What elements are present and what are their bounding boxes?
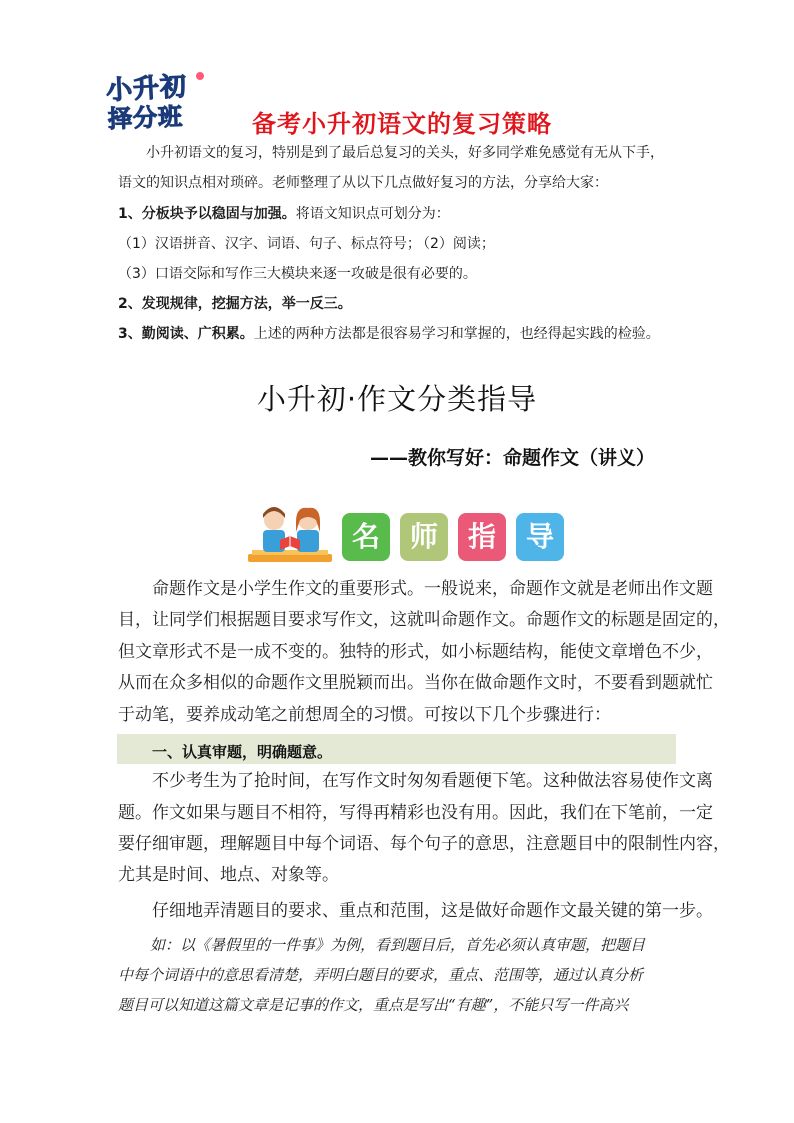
logo-line1: 小升初: [105, 71, 188, 107]
intro-point-3: [118, 327, 660, 341]
logo: [104, 66, 216, 134]
section-1-line-4: 尤其是时间、地点、对象等。: [118, 865, 339, 885]
body-line-2: 目，让同学们根据题目要求写作文，这就叫命题作文。命题作文的标题是固定的，: [118, 610, 730, 630]
badge-char-2: 师: [400, 513, 448, 561]
body-line-3: 但文章形式不是一成不变的。独特的形式，如小标题结构，能使文章增色不少，: [118, 642, 713, 662]
intro-point-2: 2、发现规律，挖掘方法，举一反三。: [118, 296, 352, 312]
intro-sub-1: （1）汉语拼音、汉字、词语、句子、标点符号；: [118, 236, 421, 252]
logo-sparkle-icon: [196, 72, 204, 80]
point-3-heading: 3、勤阅读、广积累。: [118, 326, 254, 342]
body-line-1: 命题作文是小学生作文的重要形式。一般说来，命题作文就是老师出作文题: [152, 579, 713, 599]
intro-line-1: 小升初语文的复习，特别是到了最后总复习的关头，好多同学难免感觉有无从下手，: [146, 145, 664, 161]
badge-char-3: 指: [458, 513, 506, 561]
intro-sub-3: （3）口语交际和写作三大模块来逐一攻破是很有必要的。: [118, 266, 477, 282]
intro-line-2: 语文的知识点相对琐碎。老师整理了从以下几点做好复习的方法，分享给大家：: [118, 175, 608, 191]
point-1-text: 将语文知识点可划分为：: [295, 206, 450, 222]
point-1-heading: 1、分板块予以稳固与加强。: [118, 206, 296, 222]
badge-char-1: 名: [342, 513, 390, 561]
students-reading-icon: [246, 506, 334, 564]
body-line-4: 从而在众多相似的命题作文里脱颖而出。当你在做命题作文时，不要看到题就忙: [118, 673, 713, 693]
example-line-3: 题目可以知道这篇文章是记事的作文，重点是写出“有趣”，不能只写一件高兴: [118, 996, 629, 1014]
section-1-line-3: 要仔细审题，理解题目中每个词语、每个句子的意思，注意题目中的限制性内容，: [118, 834, 730, 854]
badge-char-4: 导: [516, 513, 564, 561]
main-title: 小升初·作文分类指导: [256, 382, 538, 416]
example-line-2: 中每个词语中的意思看清楚，弄明白题目的要求，重点、范围等，通过认真分析: [118, 966, 644, 984]
point-3-text: 上述的两种方法都是很容易学习和掌握的，也经得起实践的检验。: [253, 326, 660, 342]
logo-line2: 择分班: [107, 102, 184, 134]
section-1-line-1: 不少考生为了抢时间，在写作文时匆匆看题便下笔。这种做法容易使作文离: [152, 771, 713, 791]
subtitle: ——教你写好：命题作文（讲义）: [370, 447, 656, 469]
section-1-line-5: 仔细地弄清题目的要求、重点和范围，这是做好命题作文最关键的第一步。: [152, 901, 713, 921]
section-1-line-2: 题。作文如果与题目不相符，写得再精彩也没有用。因此，我们在下笔前，一定: [118, 803, 713, 823]
section-1-heading: 一、认真审题，明确题意。: [152, 743, 333, 761]
example-line-1: 如：以《暑假里的一件事》为例，看到题目后，首先必须认真审题，把题目: [150, 936, 646, 954]
body-line-5: 于动笔，要养成动笔之前想周全的习惯。可按以下几个步骤进行：: [118, 705, 611, 725]
intro-sub-2: （2）阅读；: [416, 236, 495, 252]
intro-point-1: [118, 207, 450, 221]
document-title: 备考小升初语文的复习策略: [252, 110, 552, 138]
